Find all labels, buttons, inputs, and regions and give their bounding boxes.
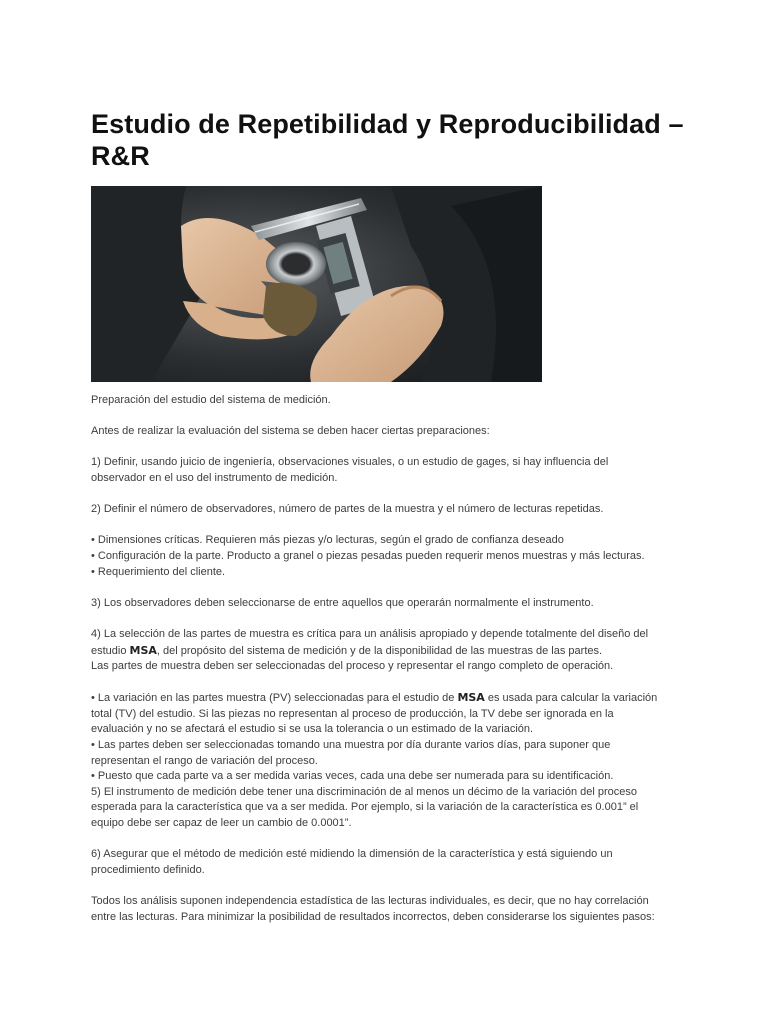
- text-line: representan el rango de variación del proceso.: [91, 754, 318, 767]
- caliper-photo: [91, 186, 542, 382]
- text-span: es usada para calcular la variación: [484, 692, 658, 705]
- text-line: evaluación y no se afectará el estudio si se usa la tolerancia o un estimado de la variación.: [91, 723, 534, 736]
- text-span: • La variación en las partes muestra (PV) seleccionadas para el estudio de: [91, 692, 458, 705]
- paragraph-step-2: 2) Definir el número de observadores, número de partes de la muestra y el número de lecturas repetidas.: [91, 503, 604, 516]
- text-line: 6) Asegurar que el método de medición esté midiendo la dimensión de la característica y está siguiendo un: [91, 848, 613, 861]
- paragraph-preparations: Antes de realizar la evaluación del sistema se deben hacer ciertas preparaciones:: [91, 425, 490, 438]
- paragraph-intro: Preparación del estudio del sistema de medición.: [91, 394, 331, 406]
- text-line: Las partes de muestra deben ser seleccionadas del proceso y representar el rango completo de operación.: [91, 660, 614, 673]
- caliper-illustration: [91, 186, 542, 382]
- article-body: [91, 393, 681, 925]
- text-line: observador en el uso del instrumento de medición.: [91, 471, 338, 484]
- text-line: 5) El instrumento de medición debe tener una discriminación de al menos un décimo de la variación del proceso: [91, 785, 638, 798]
- bullet-item: • Puesto que cada parte va a ser medida varias veces, cada una debe ser numerada para su identificación.: [91, 770, 614, 783]
- bullet-item: • Configuración de la parte. Producto a granel o piezas pesadas pueden requerir menos muestras y más lecturas.: [91, 549, 645, 562]
- bullet-list-2: [91, 690, 681, 831]
- text-line: [91, 643, 681, 660]
- text-line: esperada para la característica que va a ser medida. Por ejemplo, si la variación de la característica es 0.001” el: [91, 801, 639, 814]
- text-line: Todos los análisis suponen independencia estadística de las lecturas individuales, es decir, que no hay correlación: [91, 895, 649, 907]
- bullet-item: • Requerimiento del cliente.: [91, 565, 226, 578]
- text-line: 1) Definir, usando juicio de ingeniería, observaciones visuales, o un estudio de gages, si hay influencia del: [91, 456, 609, 469]
- text-line: [91, 690, 681, 707]
- text-line: total (TV) del estudio. Si las piezas no representan al proceso de producción, la TV debe ser ignorada en la: [91, 707, 614, 720]
- text-line: equipo debe ser capaz de leer un cambio de 0.0001”.: [91, 817, 352, 830]
- text-span: estudio: [91, 644, 130, 657]
- paragraph-step-3: 3) Los observadores deben seleccionarse de entre aquellos que operarán normalmente el instrumento.: [91, 596, 594, 609]
- text-span: , del propósito del sistema de medición y de la disponibilidad de las muestras de las partes.: [156, 644, 603, 657]
- text-line: entre las lecturas. Para minimizar la posibilidad de resultados incorrectos, deben considerarse los siguientes pasos:: [91, 910, 655, 923]
- article-title: [91, 108, 691, 172]
- msa-term: MSA: [129, 643, 157, 657]
- paragraph-analysis: [91, 894, 681, 925]
- paragraph-step-6: [91, 847, 681, 878]
- msa-term: MSA: [457, 691, 485, 705]
- title-line-2: R&R: [91, 141, 150, 171]
- paragraph-step-4: [91, 627, 681, 675]
- bullet-list-1: [91, 533, 681, 580]
- paragraph-step-1: [91, 455, 681, 486]
- title-line-1: Estudio de Repetibilidad y Reproducibilidad –: [91, 109, 684, 139]
- text-line: 4) La selección de las partes de muestra es crítica para un análisis apropiado y depende totalmente del diseño del: [91, 627, 649, 640]
- text-line: procedimiento definido.: [91, 863, 205, 876]
- bullet-item: • Las partes deben ser seleccionadas tomando una muestra por día durante varios días, para suponer que: [91, 739, 611, 752]
- bullet-item: • Dimensiones críticas. Requieren más piezas y/o lecturas, según el grado de confianza deseado: [91, 534, 564, 547]
